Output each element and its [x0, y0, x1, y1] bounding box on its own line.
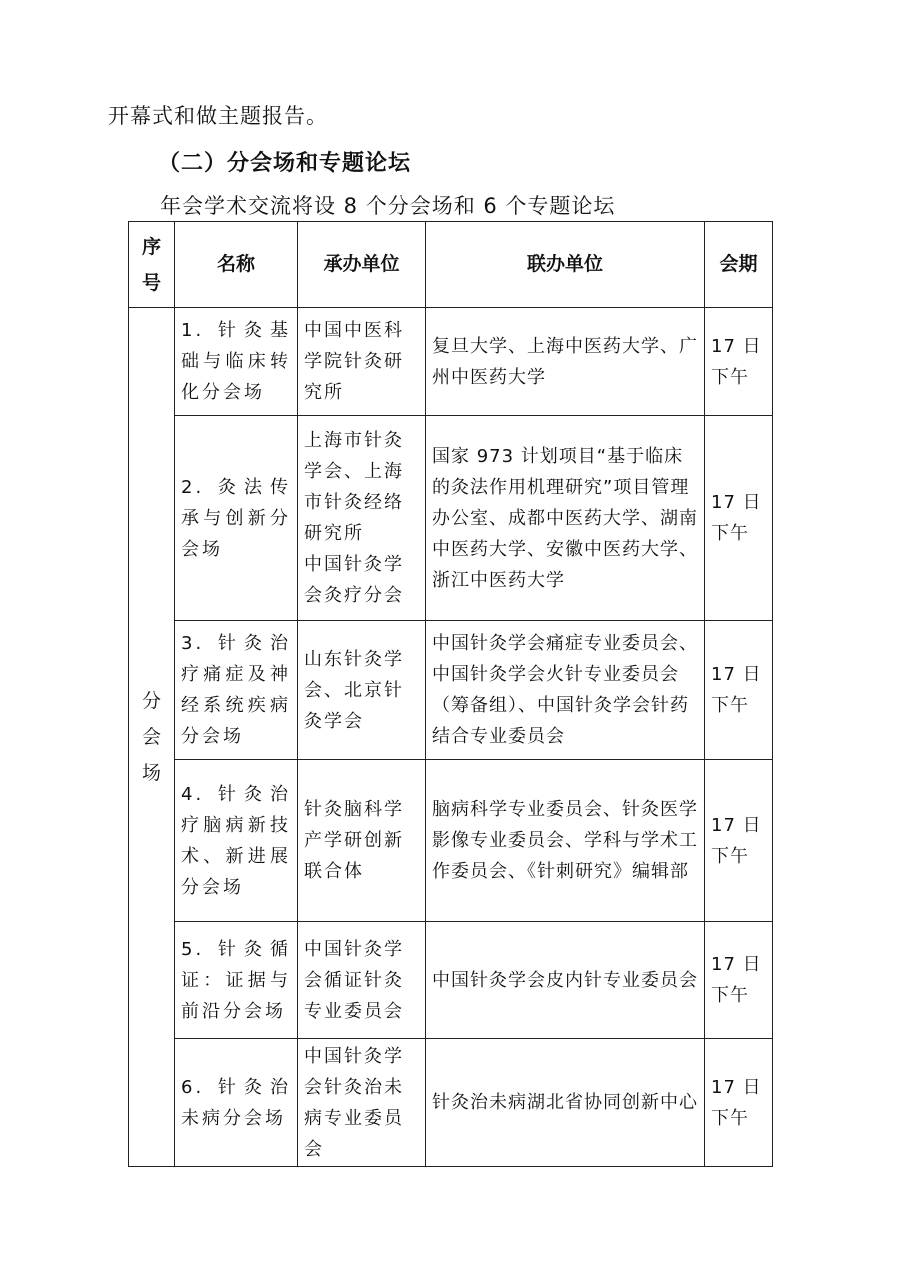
table-row: [129, 416, 773, 621]
host-unit-secondary: 中国针灸学会灸疗分会: [304, 554, 404, 606]
co-organizer: 针灸治未病湖北省协同创新中心: [426, 1039, 705, 1167]
header-date: 会期: [705, 222, 773, 308]
header-name: 名称: [175, 222, 298, 308]
session-date: 17 日下午: [705, 621, 773, 760]
co-organizer: 国家 973 计划项目“基于临床的灸法作用机理研究”项目管理办公室、成都中医药大学、湖南中医药大学、安徽中医药大学、浙江中医药大学: [426, 416, 705, 621]
continuation-line: 开幕式和做主题报告。: [108, 104, 328, 128]
group-label: 分会场: [141, 690, 161, 784]
table-row: [129, 922, 773, 1039]
host-unit: 中国针灸学会针灸治未病专业委员会: [298, 1039, 426, 1167]
co-organizer: 脑病科学专业委员会、针灸医学影像专业委员会、学科与学术工作委员会、《针刺研究》编辑部: [426, 760, 705, 922]
host-unit: 针灸脑科学产学研创新联合体: [298, 760, 426, 922]
table-row: [129, 760, 773, 922]
table-row: [129, 308, 773, 416]
host-unit: 中国针灸学会循证针灸专业委员会: [298, 922, 426, 1039]
table-row: [129, 1039, 773, 1167]
session-date: 17 日下午: [705, 416, 773, 621]
host-unit-cell: [298, 416, 426, 621]
session-name: 4. 针灸治疗脑病新技术、新进展分会场: [175, 760, 298, 922]
host-unit: 山东针灸学会、北京针灸学会: [298, 621, 426, 760]
header-seq: 序号: [129, 222, 175, 308]
session-date: 17 日下午: [705, 922, 773, 1039]
session-name: 2. 灸法传承与创新分会场: [175, 416, 298, 621]
group-label-cell: [129, 308, 175, 1167]
host-unit: 中国中医科学院针灸研究所: [298, 308, 426, 416]
co-organizer: 复旦大学、上海中医药大学、广州中医药大学: [426, 308, 705, 416]
co-organizer: 中国针灸学会痛症专业委员会、中国针灸学会火针专业委员会（筹备组）、中国针灸学会针药结合专业委员会: [426, 621, 705, 760]
session-name: 3. 针灸治疗痛症及神经系统疾病分会场: [175, 621, 298, 760]
co-organizer: 中国针灸学会皮内针专业委员会: [426, 922, 705, 1039]
session-name: 1. 针灸基础与临床转化分会场: [175, 308, 298, 416]
host-unit: 上海市针灸学会、上海市针灸经络研究所: [304, 430, 404, 544]
section-heading: （二）分会场和专题论坛: [158, 151, 412, 176]
session-date: 17 日下午: [705, 760, 773, 922]
header-co: 联办单位: [426, 222, 705, 308]
session-date: 17 日下午: [705, 308, 773, 416]
table-row: [129, 621, 773, 760]
session-name: 6. 针灸治未病分会场: [175, 1039, 298, 1167]
schedule-table: [128, 221, 773, 1167]
intro-text: 年会学术交流将设 8 个分会场和 6 个专题论坛: [160, 194, 616, 218]
session-name: 5. 针灸循证：证据与前沿分会场: [175, 922, 298, 1039]
table-header-row: [129, 222, 773, 308]
session-date: 17 日下午: [705, 1039, 773, 1167]
header-host: 承办单位: [298, 222, 426, 308]
